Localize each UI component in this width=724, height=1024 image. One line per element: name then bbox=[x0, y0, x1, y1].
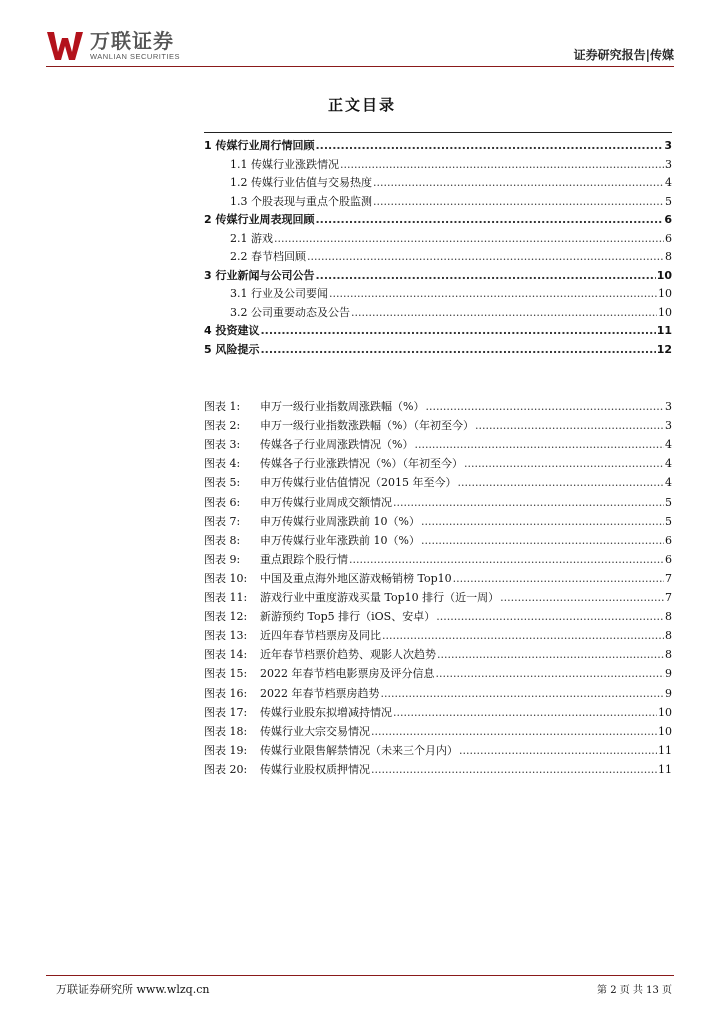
figure-entry[interactable] bbox=[204, 417, 672, 435]
dot-leader bbox=[393, 496, 664, 509]
dot-leader bbox=[315, 139, 663, 152]
dot-leader bbox=[351, 306, 657, 319]
dot-leader bbox=[436, 610, 664, 623]
figure-entry[interactable] bbox=[204, 761, 672, 779]
dot-leader bbox=[414, 438, 664, 451]
toc-entry-page: 6 bbox=[664, 213, 672, 226]
dot-leader bbox=[464, 457, 664, 470]
toc-entry[interactable] bbox=[204, 322, 672, 340]
toc-entry-page: 4 bbox=[665, 176, 672, 189]
toc-entry-label: 1.2 传媒行业估值与交易热度 bbox=[230, 176, 372, 189]
toc-entry-page: 3 bbox=[665, 157, 672, 171]
figure-number: 图表 13: bbox=[204, 629, 248, 643]
toc-entry-label: 2.1 游戏 bbox=[230, 231, 273, 245]
figure-number: 图表 12: bbox=[204, 610, 248, 624]
figure-entry[interactable] bbox=[204, 398, 672, 416]
toc-entry-label: 3.1 行业及公司要闻 bbox=[230, 287, 328, 300]
toc-entry[interactable] bbox=[204, 285, 672, 303]
dot-leader bbox=[421, 534, 664, 547]
toc-entry[interactable] bbox=[204, 341, 672, 359]
figure-page: 8 bbox=[665, 610, 672, 624]
toc-entry[interactable] bbox=[204, 230, 672, 248]
toc-entry-page: 12 bbox=[656, 342, 672, 356]
figure-title: 2022 年春节档票房趋势 bbox=[260, 686, 380, 700]
toc-entry-label: 2 传媒行业周表现回顾 bbox=[204, 213, 315, 226]
figure-entry[interactable] bbox=[204, 665, 672, 683]
dot-leader bbox=[260, 324, 655, 337]
toc-entry-label: 1 传媒行业周行情回顾 bbox=[204, 139, 315, 152]
toc-entry-page: 10 bbox=[658, 305, 672, 319]
toc-entry[interactable] bbox=[204, 174, 672, 192]
figure-entry[interactable] bbox=[204, 742, 672, 760]
dot-leader bbox=[500, 591, 664, 604]
figure-title: 传媒各子行业周涨跌情况（%） bbox=[260, 438, 414, 452]
dot-leader bbox=[393, 706, 657, 719]
figure-number: 图表 10: bbox=[204, 571, 248, 585]
figure-title: 传媒行业股东拟增减持情况 bbox=[260, 705, 392, 719]
toc-entry-page: 8 bbox=[665, 250, 672, 263]
dot-leader bbox=[381, 687, 665, 700]
figure-title: 游戏行业中重度游戏买量 Top10 排行（近一周） bbox=[260, 591, 500, 604]
toc-title: 正文目录 bbox=[327, 96, 396, 114]
dot-leader bbox=[260, 343, 655, 356]
dot-leader bbox=[340, 158, 664, 171]
dot-leader bbox=[315, 269, 655, 282]
figure-page: 4 bbox=[665, 438, 672, 452]
toc-entry-label: 3 行业新闻与公司公告 bbox=[204, 268, 315, 282]
figure-title: 传媒行业大宗交易情况 bbox=[260, 724, 370, 738]
figure-title: 申万一级行业指数周涨跌幅（%） bbox=[260, 400, 425, 413]
toc-entry-page: 11 bbox=[656, 324, 672, 337]
logo-english-name: WANLIAN SECURITIES bbox=[90, 52, 180, 61]
page-number: 第 2 页 共 13 页 bbox=[597, 985, 672, 996]
figure-number: 图表 4: bbox=[204, 457, 241, 471]
dot-leader bbox=[349, 553, 664, 566]
figure-page: 6 bbox=[665, 533, 672, 547]
figure-number: 图表 19: bbox=[204, 743, 248, 757]
figure-entry[interactable] bbox=[204, 436, 672, 454]
figure-page: 9 bbox=[665, 686, 672, 700]
figure-number: 图表 18: bbox=[204, 724, 248, 738]
figure-page: 8 bbox=[665, 629, 672, 643]
figure-page: 10 bbox=[658, 705, 672, 719]
figure-entry[interactable] bbox=[204, 513, 672, 531]
figure-entry[interactable] bbox=[204, 551, 672, 569]
figure-entry[interactable] bbox=[204, 646, 672, 664]
figure-number: 图表 6: bbox=[204, 495, 241, 509]
figure-entry[interactable] bbox=[204, 494, 672, 512]
figure-title: 新游预约 Top5 排行（iOS、安卓） bbox=[260, 610, 436, 624]
figure-number: 图表 20: bbox=[204, 762, 248, 776]
toc-entry-label: 3.2 公司重要动态及公告 bbox=[230, 305, 350, 319]
figure-page: 3 bbox=[665, 400, 672, 413]
toc-entry[interactable] bbox=[204, 304, 672, 322]
figure-title: 申万传媒行业周涨跌前 10（%） bbox=[260, 514, 420, 528]
figure-entry[interactable] bbox=[204, 532, 672, 550]
footer-source: 万联证券研究所 www.wlzq.cn bbox=[56, 983, 210, 996]
dot-leader bbox=[425, 400, 664, 413]
figure-entry[interactable] bbox=[204, 627, 672, 645]
figure-entry[interactable] bbox=[204, 474, 672, 492]
toc-entry[interactable] bbox=[204, 137, 672, 155]
figure-page: 8 bbox=[665, 648, 672, 662]
figure-number: 图表 16: bbox=[204, 686, 248, 700]
figure-page: 9 bbox=[665, 667, 672, 681]
figure-number: 图表 11: bbox=[204, 591, 248, 604]
figure-page: 5 bbox=[665, 495, 672, 509]
dot-leader bbox=[453, 572, 664, 585]
company-logo bbox=[46, 30, 180, 64]
dot-leader bbox=[274, 232, 664, 245]
toc-entry-page: 5 bbox=[665, 194, 672, 208]
toc-entry-label: 2.2 春节档回顾 bbox=[230, 250, 306, 263]
figure-page: 7 bbox=[665, 591, 672, 604]
dot-leader bbox=[437, 648, 664, 661]
toc-entry-label: 1.1 传媒行业涨跌情况 bbox=[230, 157, 339, 171]
dot-leader bbox=[373, 176, 664, 189]
figure-title: 重点跟踪个股行情 bbox=[260, 552, 348, 566]
figure-number: 图表 17: bbox=[204, 705, 248, 719]
toc-entry-page: 3 bbox=[664, 139, 672, 152]
figure-page: 4 bbox=[665, 457, 672, 471]
figure-entry[interactable] bbox=[204, 704, 672, 722]
figure-page: 7 bbox=[665, 571, 672, 585]
figure-title: 传媒行业股权质押情况 bbox=[260, 762, 370, 776]
report-type-label: 证券研究报告|传媒 bbox=[573, 48, 674, 62]
dot-leader bbox=[315, 213, 663, 226]
toc-entry-label: 4 投资建议 bbox=[204, 324, 260, 337]
dot-leader bbox=[373, 195, 664, 208]
toc-entry-page: 10 bbox=[656, 268, 672, 282]
figure-page: 4 bbox=[665, 476, 672, 490]
dot-leader bbox=[307, 250, 664, 263]
header-divider bbox=[46, 66, 674, 67]
toc-entry[interactable] bbox=[204, 156, 672, 174]
figure-title: 2022 年春节档电影票房及评分信息 bbox=[260, 667, 435, 681]
dot-leader bbox=[459, 744, 657, 757]
toc-entry-page: 6 bbox=[665, 231, 672, 245]
figure-number: 图表 8: bbox=[204, 533, 241, 547]
page-header bbox=[46, 28, 674, 68]
figure-title: 近年春节档票价趋势、观影人次趋势 bbox=[260, 648, 436, 662]
toc-entry-page: 10 bbox=[658, 287, 672, 300]
figure-entry[interactable] bbox=[204, 723, 672, 741]
toc-entry[interactable] bbox=[204, 193, 672, 211]
toc-entry-label: 5 风险提示 bbox=[204, 342, 260, 356]
figure-title: 申万传媒行业周成交额情况 bbox=[260, 495, 392, 509]
figure-number: 图表 2: bbox=[204, 419, 241, 433]
figure-number: 图表 5: bbox=[204, 476, 241, 490]
figure-entry[interactable] bbox=[204, 608, 672, 626]
figure-number: 图表 1: bbox=[204, 400, 241, 413]
figure-number: 图表 15: bbox=[204, 667, 248, 681]
wanlian-logo-icon bbox=[46, 30, 84, 62]
figure-entry[interactable] bbox=[204, 455, 672, 473]
figure-page: 10 bbox=[658, 724, 672, 738]
figure-page: 5 bbox=[665, 514, 672, 528]
figure-number: 图表 14: bbox=[204, 648, 248, 662]
toc-entry[interactable] bbox=[204, 248, 672, 266]
figure-page: 3 bbox=[665, 419, 672, 433]
figure-title: 近四年春节档票房及同比 bbox=[260, 629, 381, 643]
figure-page: 11 bbox=[658, 762, 672, 776]
dot-leader bbox=[371, 725, 657, 738]
dot-leader bbox=[421, 515, 664, 528]
figure-number: 图表 3: bbox=[204, 438, 241, 452]
figure-page: 6 bbox=[665, 552, 672, 566]
figure-title: 中国及重点海外地区游戏畅销榜 Top10 bbox=[260, 571, 452, 585]
figure-number: 图表 7: bbox=[204, 514, 241, 528]
toc-entry[interactable] bbox=[204, 211, 672, 229]
dot-leader bbox=[371, 763, 657, 776]
toc-top-rule bbox=[204, 132, 672, 133]
dot-leader bbox=[458, 476, 665, 489]
figure-entry[interactable] bbox=[204, 589, 672, 607]
figure-title: 申万传媒行业估值情况（2015 年至今） bbox=[260, 476, 457, 490]
toc-entry-label: 1.3 个股表现与重点个股监测 bbox=[230, 194, 372, 208]
figure-number: 图表 9: bbox=[204, 552, 241, 566]
footer-divider bbox=[46, 975, 674, 976]
dot-leader bbox=[436, 667, 665, 680]
figure-entry[interactable] bbox=[204, 570, 672, 588]
figure-title: 申万传媒行业年涨跌前 10（%） bbox=[260, 533, 420, 547]
figure-page: 11 bbox=[658, 743, 672, 757]
dot-leader bbox=[329, 287, 657, 300]
figure-title: 传媒各子行业涨跌情况（%）（年初至今） bbox=[260, 457, 463, 471]
figure-entry[interactable] bbox=[204, 685, 672, 703]
logo-chinese-name: 万联证券 bbox=[90, 29, 174, 53]
toc-entry[interactable] bbox=[204, 267, 672, 285]
figure-title: 传媒行业限售解禁情况（未来三个月内） bbox=[260, 743, 458, 757]
dot-leader bbox=[475, 419, 664, 432]
dot-leader bbox=[382, 629, 664, 642]
figure-title: 申万一级行业指数涨跌幅（%）（年初至今） bbox=[260, 419, 474, 433]
